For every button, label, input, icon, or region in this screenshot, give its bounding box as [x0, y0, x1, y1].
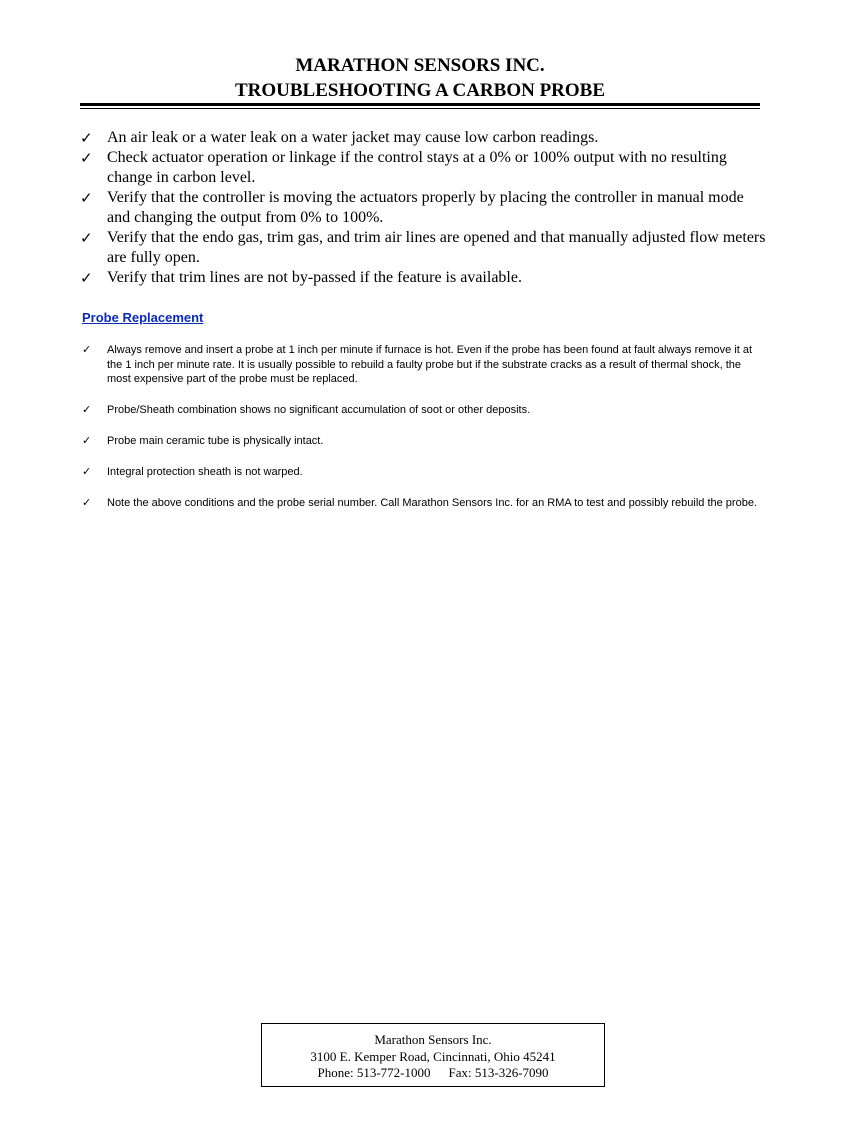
footer-address: 3100 E. Kemper Road, Cincinnati, Ohio 45241	[310, 1048, 556, 1064]
footer-contact	[262, 1065, 604, 1082]
checkmark-icon: ✓	[80, 149, 93, 167]
probe-item-text: Integral protection sheath is not warped.	[107, 466, 303, 478]
contact-footer	[261, 1023, 605, 1087]
checkmark-icon: ✓	[82, 496, 92, 509]
checkmark-icon: ✓	[80, 229, 93, 247]
company-name: MARATHON SENSORS INC.	[295, 55, 545, 76]
document-header	[80, 54, 760, 104]
probe-item	[80, 343, 762, 387]
probe-item	[80, 403, 762, 418]
checkmark-icon: ✓	[80, 269, 93, 287]
header-rule-thick	[80, 103, 760, 106]
checkmark-icon: ✓	[82, 434, 92, 447]
checklist-item	[80, 228, 770, 268]
checklist-item-text: Check actuator operation or linkage if the control stays at a 0% or 100% output with no resulting change in carbon level.	[107, 149, 727, 186]
footer-phone: Phone: 513-772-1000	[317, 1065, 431, 1080]
page-title: TROUBLESHOOTING A CARBON PROBE	[234, 80, 606, 101]
probe-item	[80, 465, 762, 480]
probe-item-text: Note the above conditions and the probe serial number. Call Marathon Sensors Inc. for an RMA to test and possibly rebuild the probe.	[107, 497, 757, 509]
checkmark-icon: ✓	[82, 465, 92, 478]
probe-replacement-list	[80, 343, 762, 527]
probe-item	[80, 434, 762, 449]
checkmark-icon: ✓	[80, 189, 93, 207]
checkmark-icon: ✓	[82, 343, 92, 356]
probe-item-text: Probe main ceramic tube is physically intact.	[107, 435, 324, 447]
checklist-item-text: Verify that the endo gas, trim gas, and trim air lines are opened and that manually adjusted flow meters are fully open.	[107, 229, 766, 266]
checkmark-icon: ✓	[82, 403, 92, 416]
checklist-item	[80, 268, 770, 288]
footer-fax: Fax: 513-326-7090	[448, 1065, 549, 1080]
checklist-item	[80, 188, 770, 228]
checklist-item-text: Verify that trim lines are not by-passed if the feature is available.	[107, 269, 522, 286]
checklist-item-text: Verify that the controller is moving the actuators properly by placing the controller in manual mode and changing the output from 0% to 100%.	[107, 189, 744, 226]
probe-item	[80, 496, 762, 511]
probe-item-text: Probe/Sheath combination shows no significant accumulation of soot or other deposits.	[107, 404, 531, 416]
probe-replacement-heading[interactable]: Probe Replacement	[82, 310, 204, 325]
troubleshooting-checklist	[80, 128, 770, 288]
footer-company: Marathon Sensors Inc.	[374, 1032, 492, 1047]
checklist-item	[80, 128, 770, 148]
checklist-item-text: An air leak or a water leak on a water jacket may cause low carbon readings.	[107, 129, 599, 146]
header-rule-thin	[80, 108, 760, 109]
checklist-item	[80, 148, 770, 188]
probe-item-text: Always remove and insert a probe at 1 inch per minute if furnace is hot. Even if the probe has been found at fault always remove it at the 1 inch per minute rate. It is usually possible to rebuild a faulty probe but if the substrate cracks as a result of thermal shock, the most expensive part of the probe must be replaced.	[107, 344, 753, 385]
checkmark-icon: ✓	[80, 129, 93, 147]
